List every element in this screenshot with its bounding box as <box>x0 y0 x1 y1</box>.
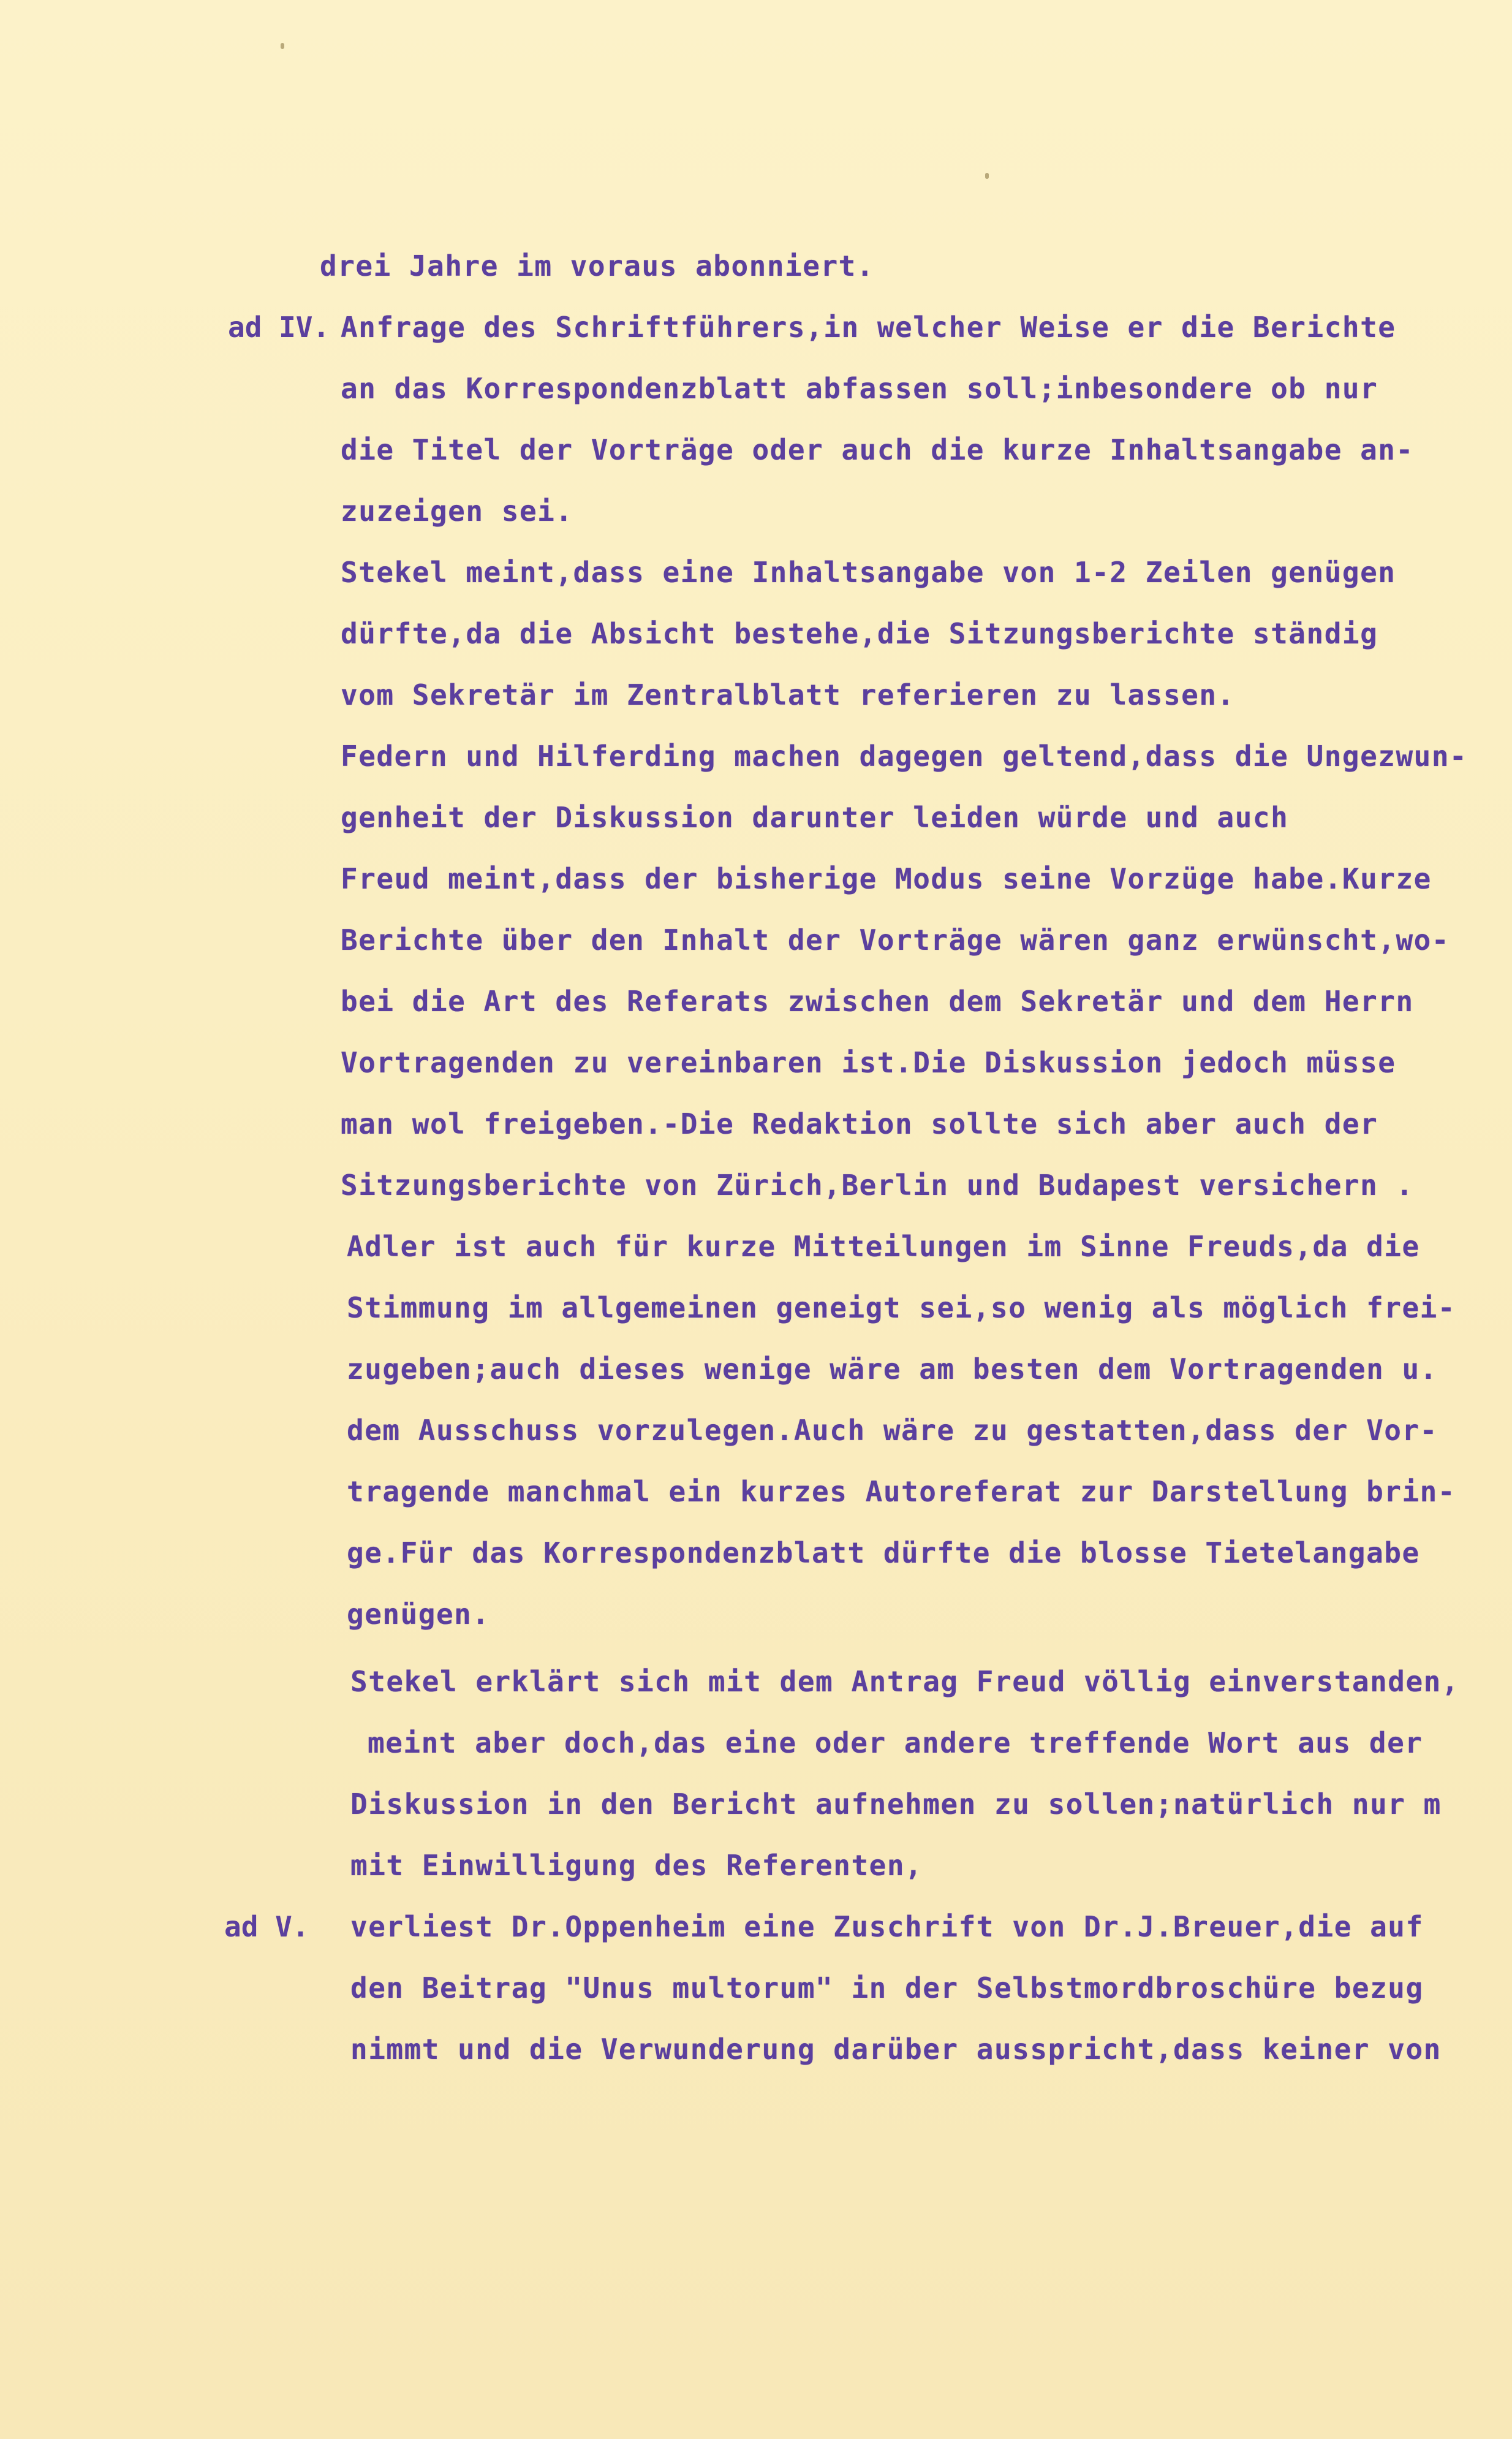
text-line-17: Adler ist auch für kurze Mitteilungen im Sinne Freuds,da die <box>347 1230 1420 1263</box>
text-line-14: Vortragenden zu vereinbaren ist.Die Diskussion jedoch müsse <box>341 1046 1396 1079</box>
paper-speck <box>281 43 284 49</box>
text-line-16: Sitzungsberichte von Zürich,Berlin und Budapest versichern . <box>341 1169 1414 1202</box>
text-line-5: zuzeigen sei. <box>341 495 573 528</box>
text-line-21: tragende manchmal ein kurzes Autoreferat zur Darstellung brin- <box>347 1475 1456 1508</box>
text-line-19: zugeben;auch dieses wenige wäre am besten dem Vortragenden u. <box>347 1352 1438 1386</box>
text-line-18: Stimmung im allgemeinen geneigt sei,so wenig als möglich frei- <box>347 1291 1456 1324</box>
text-line-3: an das Korrespondenzblatt abfassen soll;inbesondere ob nur <box>341 372 1378 405</box>
text-line-11: Freud meint,dass der bisherige Modus seine Vorzüge habe.Kurze <box>341 862 1432 895</box>
text-line-8: vom Sekretär im Zentralblatt referieren zu lassen. <box>341 678 1235 711</box>
text-line-24: Stekel erklärt sich mit dem Antrag Freud völlig einverstanden, <box>350 1665 1460 1698</box>
text-line-26: Diskussion in den Bericht aufnehmen zu sollen;natürlich nur m <box>350 1788 1442 1821</box>
marker-ad-iv: ad IV. <box>228 311 330 344</box>
text-line-22: ge.Für das Korrespondenzblatt dürfte die blosse Tietelangabe <box>347 1536 1420 1569</box>
text-line-28: verliest Dr.Oppenheim eine Zuschrift von Dr.J.Breuer,die auf <box>350 1910 1424 1943</box>
text-line-13: bei die Art des Referats zwischen dem Sekretär und dem Herrn <box>341 985 1414 1018</box>
text-line-2: Anfrage des Schriftführers,in welcher Weise er die Berichte <box>341 311 1396 344</box>
text-line-1: drei Jahre im voraus abonniert. <box>320 249 875 283</box>
text-line-10: genheit der Diskussion darunter leiden würde und auch <box>341 801 1289 834</box>
text-line-9: Federn und Hilferding machen dagegen geltend,dass die Ungezwun- <box>341 740 1468 773</box>
text-line-6: Stekel meint,dass eine Inhaltsangabe von 1-2 Zeilen genügen <box>341 556 1396 589</box>
text-line-25: meint aber doch,das eine oder andere treffende Wort aus der <box>368 1726 1423 1759</box>
text-line-12: Berichte über den Inhalt der Vorträge wären ganz erwünscht,wo- <box>341 924 1450 957</box>
text-line-20: dem Ausschuss vorzulegen.Auch wäre zu gestatten,dass der Vor- <box>347 1414 1438 1447</box>
text-line-4: die Titel der Vorträge oder auch die kurze Inhaltsangabe an- <box>341 433 1414 466</box>
text-line-29: den Beitrag "Unus multorum" in der Selbstmordbroschüre bezug <box>350 1971 1424 2005</box>
text-line-15: man wol freigeben.-Die Redaktion sollte sich aber auch der <box>341 1107 1378 1140</box>
text-line-7: dürfte,da die Absicht bestehe,die Sitzungsberichte ständig <box>341 617 1378 650</box>
paper-speck <box>985 173 989 179</box>
text-line-27: mit Einwilligung des Referenten, <box>350 1849 923 1882</box>
text-line-23: genügen. <box>347 1598 490 1631</box>
text-line-30: nimmt und die Verwunderung darüber ausspricht,dass keiner von <box>350 2033 1442 2066</box>
marker-ad-v: ad V. <box>224 1910 309 1943</box>
